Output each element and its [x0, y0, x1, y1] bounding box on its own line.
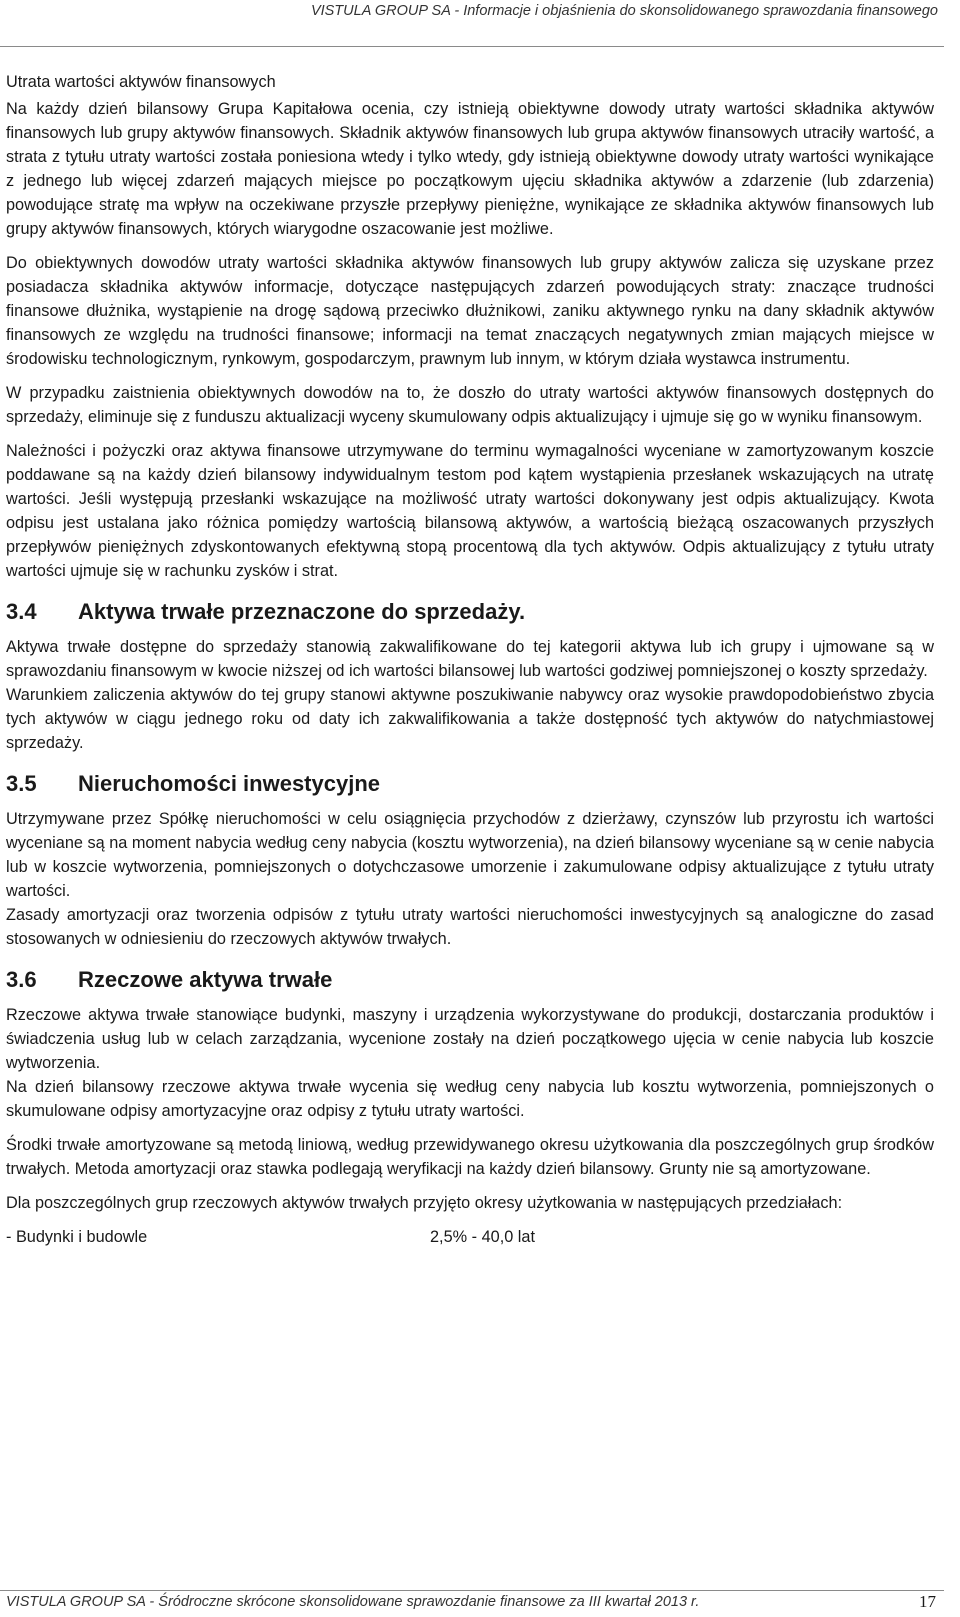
- section-title: Rzeczowe aktywa trwałe: [78, 967, 333, 992]
- list-item-value: 2,5% - 40,0 lat: [430, 1228, 535, 1246]
- section-title: Aktywa trwałe przeznaczone do sprzedaży.: [78, 599, 526, 624]
- section-3-6-paragraph-1: Rzeczowe aktywa trwałe stanowiące budynki, maszyny i urządzenia wykorzystywane do produkcji, dostarczania produktów i świadczenia usług lub w celach zarządzania, wycenione zostały na dzień początkowego ujęcia w cenie nabycia lub koszcie wytworzenia.: [6, 1006, 934, 1072]
- section-title: Nieruchomości inwestycyjne: [78, 771, 380, 796]
- section-3-6-paragraph-2: Na dzień bilansowy rzeczowe aktywa trwałe wycenia się według ceny nabycia lub kosztu wytworzenia, pomniejszonych o skumulowane odpisy amortyzacyjne oraz odpisy z tytułu utraty wartości.: [6, 1078, 934, 1120]
- section-number: 3.6: [6, 967, 37, 992]
- section-heading-3-5: [6, 769, 934, 799]
- section-number: 3.5: [6, 771, 37, 796]
- intro-paragraph-1: Na każdy dzień bilansowy Grupa Kapitałowa ocenia, czy istnieją obiektywne dowody utraty wartości składnika aktywów finansowych lub grupy aktywów finansowych. Składnik aktywów finansowych lub grupa aktywów finansowych utraciły wartość, a strata z tytułu utraty wartości została poniesiona wtedy i tylko wtedy, gdy istnieją obiektywne dowody utraty wartości wynikające z jednego lub więcej zdarzeń mających miejsce po początkowym ujęciu składnika aktywów a zdarzenie (lub zdarzenia) powodujące stratę ma wpływ na oczekiwane przyszłe przepływy pieniężne, wynikające ze składnika aktywów finansowych lub grupy aktywów finansowych, których wiarygodne oszacowanie jest możliwe.: [6, 100, 934, 238]
- page-header: [0, 0, 944, 47]
- header-title: VISTULA GROUP SA - Informacje i objaśnienia do skonsolidowanego sprawozdania finansowego: [310, 3, 938, 19]
- section-3-5-paragraph-2: Zasady amortyzacji oraz tworzenia odpisów z tytułu utraty wartości nieruchomości inwestycyjnych są analogiczne do zasad stosowanych w odniesieniu do rzeczowych aktywów trwałych.: [6, 906, 934, 948]
- section-heading-3-6: [6, 965, 934, 995]
- section-3-5-paragraph-1: Utrzymywane przez Spółkę nieruchomości w celu osiągnięcia przychodów z dzierżawy, czynszów lub przyrostu ich wartości wyceniane są na moment nabycia według ceny nabycia (kosztu wytworzenia), na dzień bilansowy wyceniane są w cenie nabycia lub w koszcie wytworzenia, pomniejszonych o dotychczasowe umorzenie i zakumulowane odpisy aktualizujące z tytułu utraty wartości.: [6, 810, 934, 900]
- section-3-6-paragraph-3: Środki trwałe amortyzowane są metodą liniową, według przewidywanego okresu użytkowania dla poszczególnych grup środków trwałych. Metoda amortyzacji oraz stawka podlegają weryfikacji na każdy dzień bilansowy. Grunty nie są amortyzowane.: [6, 1136, 934, 1178]
- section-3-6-paragraph-4: Dla poszczególnych grup rzeczowych aktywów trwałych przyjęto okresy użytkowania w następujących przedziałach:: [6, 1194, 843, 1212]
- list-item: [6, 1225, 934, 1249]
- footer-title: VISTULA GROUP SA - Śródroczne skrócone skonsolidowane sprawozdanie finansowe za III kwartał 2013 r.: [6, 1594, 700, 1610]
- section-heading-3-4: [6, 597, 934, 627]
- section-3-4-paragraph-1: Aktywa trwałe dostępne do sprzedaży stanowią zakwalifikowane do tej kategorii aktywa lub ich grupy i ujmowane są w sprawozdaniu finansowym w kwocie niższej od ich wartości bilansowej lub wartości godziwej pomniejszonej o koszty sprzedaży.: [6, 638, 934, 680]
- list-item-label: - Budynki i budowle: [6, 1228, 148, 1246]
- intro-title: Utrata wartości aktywów finansowych: [6, 73, 276, 91]
- page-number: 17: [919, 1592, 936, 1611]
- document-body: [6, 70, 934, 1249]
- page-footer: [0, 1590, 944, 1611]
- section-3-4-paragraph-2: Warunkiem zaliczenia aktywów do tej grupy stanowi aktywne poszukiwanie nabywcy oraz wysokie prawdopodobieństwo zbycia tych aktywów w ciągu jednego roku od daty ich zakwalifikowania a także dostępność tych aktywów do natychmiastowej sprzedaży.: [6, 686, 934, 752]
- section-number: 3.4: [6, 599, 37, 624]
- intro-paragraph-2: Do obiektywnych dowodów utraty wartości składnika aktywów finansowych lub grupy aktywów zalicza się uzyskane przez posiadacza składnika aktywów informacje, dotyczące następujących zdarzeń powodujących straty: znaczące trudności finansowe dłużnika, wystąpienie na drogę sądową przeciwko dłużnikowi, zaniku aktywnego rynku na dany składnik aktywów finansowych ze względu na trudności finansowe; informacji na temat znaczących negatywnych zmian mających miejsce w środowisku technologicznym, rynkowym, gospodarczym, prawnym lub innym, w którym działa wystawca instrumentu.: [6, 254, 934, 368]
- intro-paragraph-3: W przypadku zaistnienia obiektywnych dowodów na to, że doszło do utraty wartości aktywów finansowych dostępnych do sprzedaży, eliminuje się z funduszu aktualizacji wyceny skumulowany odpis aktualizujący i ujmuje się go w wyniku finansowym.: [6, 384, 934, 426]
- intro-paragraph-4: Należności i pożyczki oraz aktywa finansowe utrzymywane do terminu wymagalności wyceniane w zamortyzowanym koszcie poddawane są na każdy dzień bilansowy indywidualnym testom pod kątem wystąpienia przesłanek wskazujących na utratę wartości. Jeśli występują przesłanki wskazujące na możliwość utraty wartości dokonywany jest odpis aktualizujący. Kwota odpisu jest ustalana jako różnica pomiędzy wartością bilansową aktywów, a wartością bieżącą oszacowanych przyszłych przepływów pieniężnych zdyskontowanych efektywną stopą procentową dla tych aktywów. Odpis aktualizujący z tytułu utraty wartości ujmuje się w rachunku zysków i strat.: [6, 442, 934, 580]
